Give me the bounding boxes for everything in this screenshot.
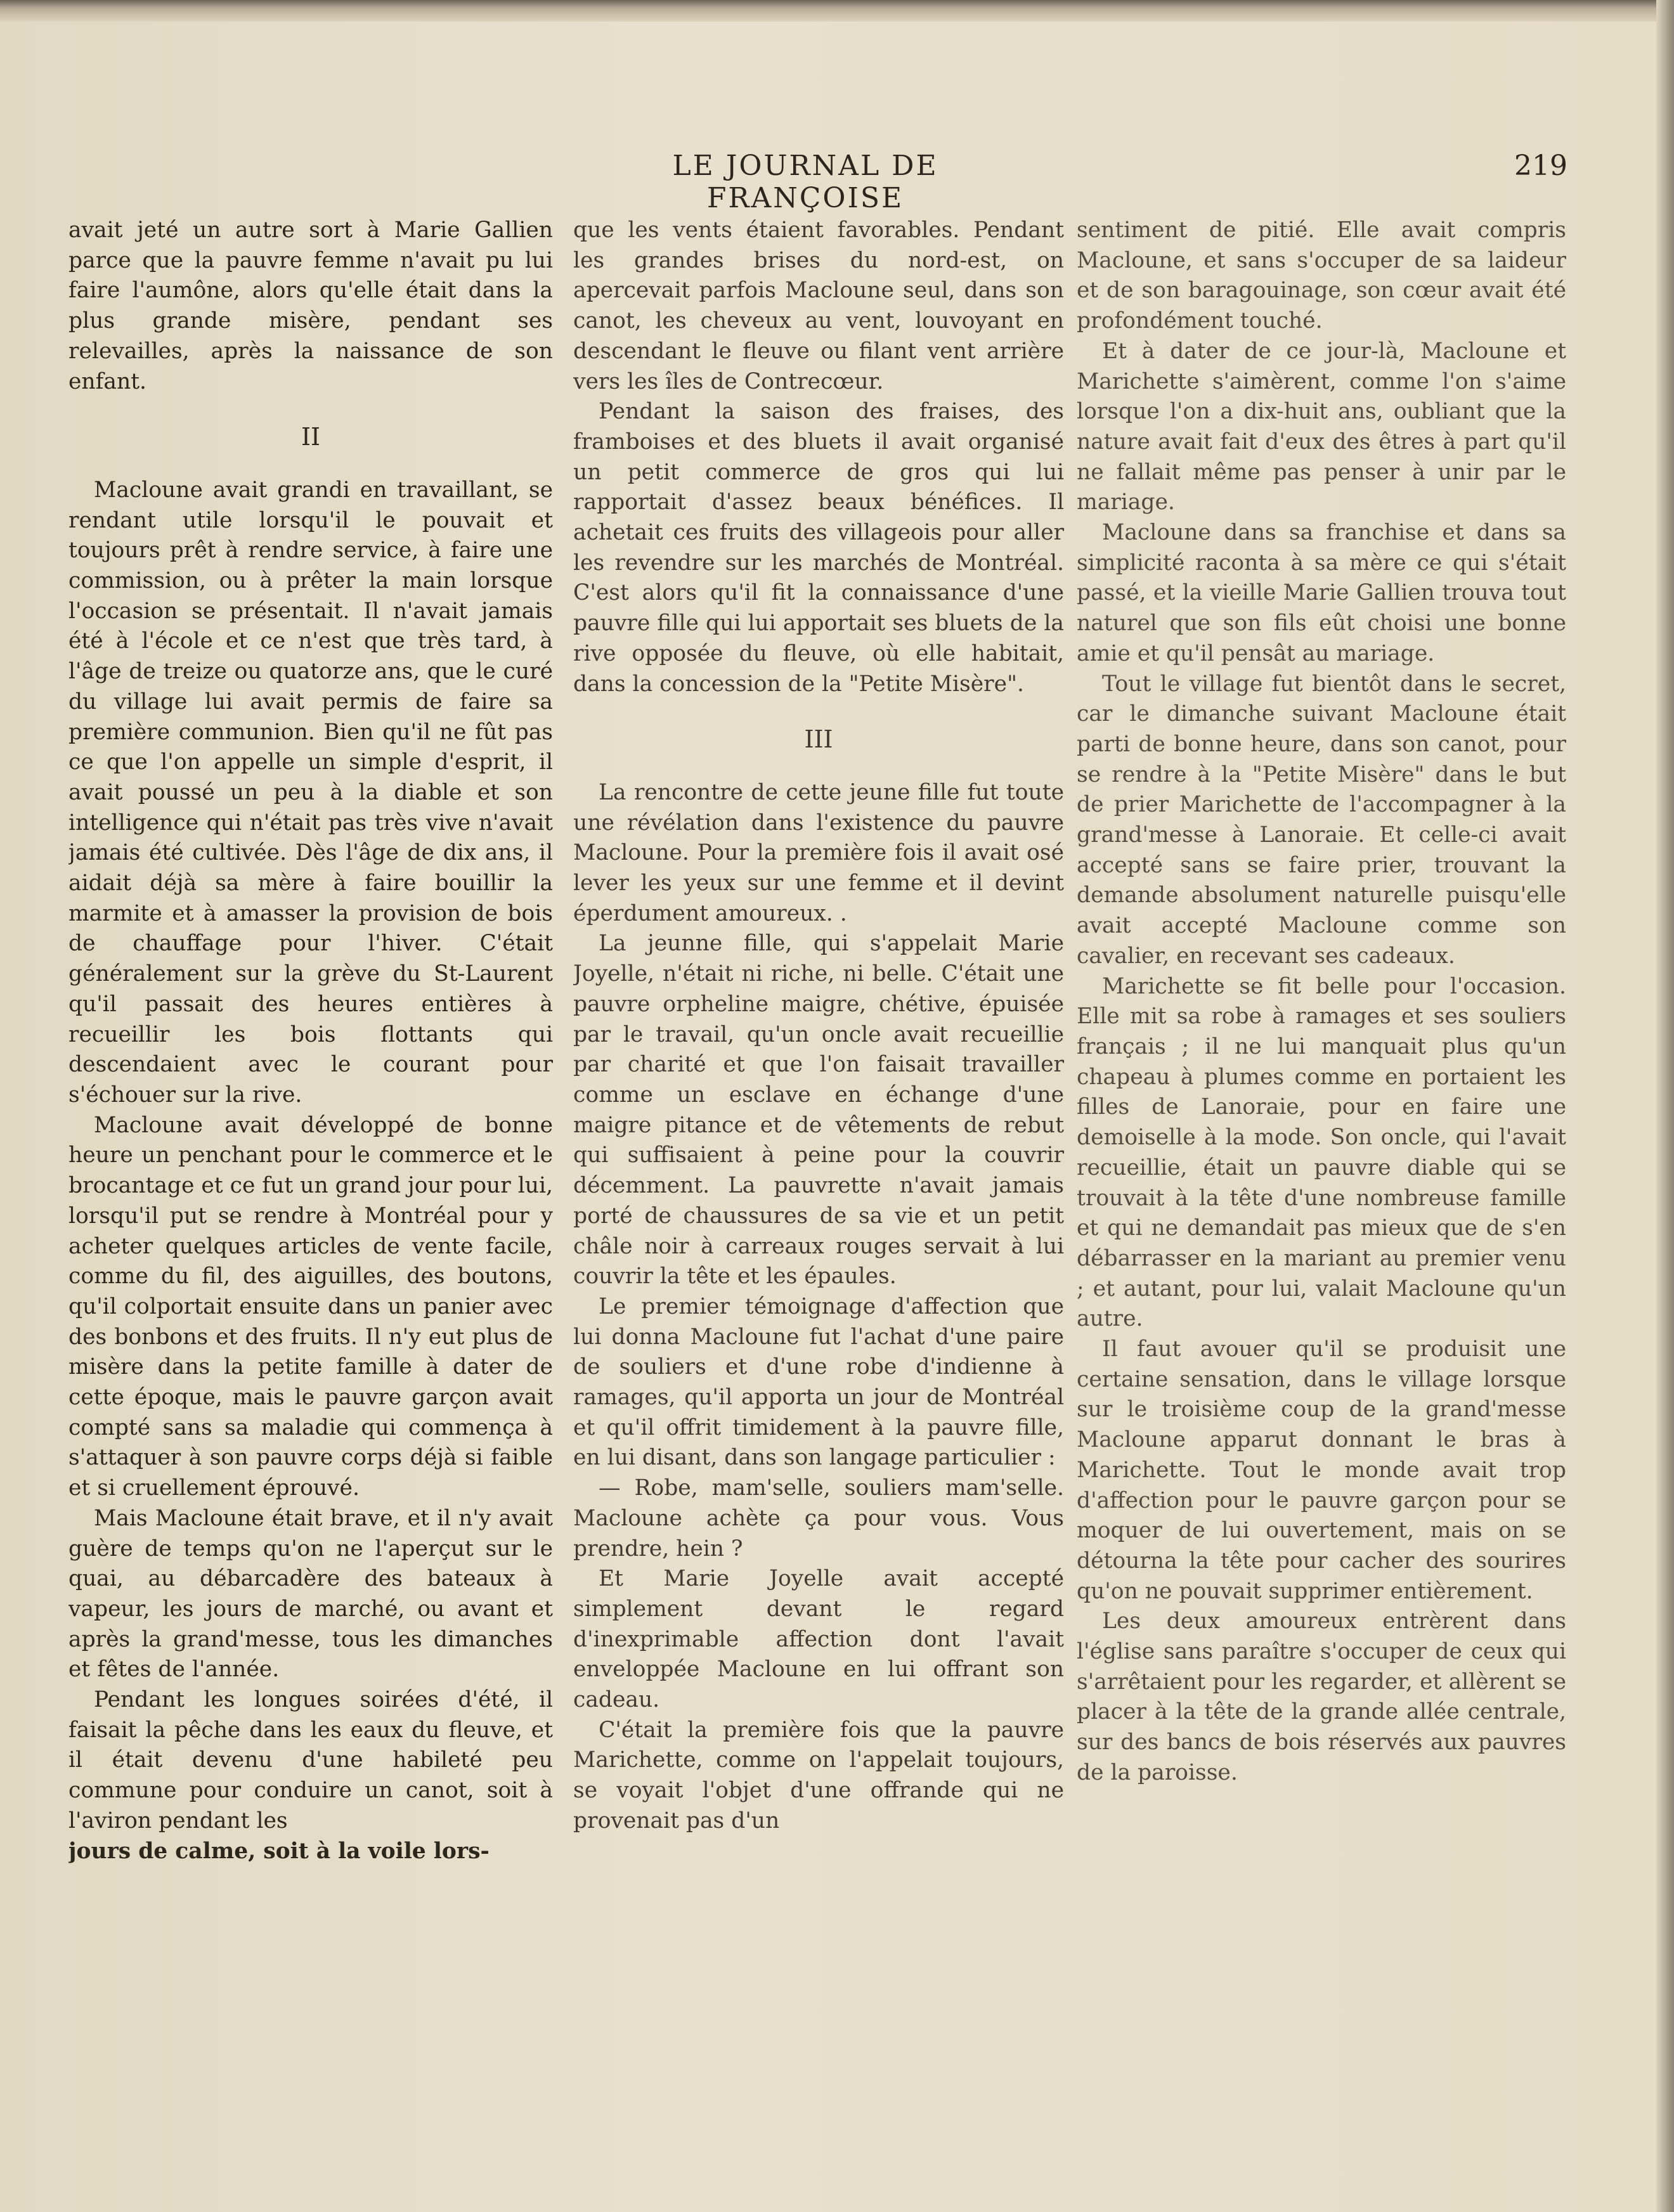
section-heading: II [301, 423, 321, 451]
paragraph: Et à dater de ce jour-là, Macloune et Marichette s'aimèrent, comme l'on s'aime lorsque l'on a dix-huit ans, oubliant que la nature avait fait d'eux des êtres à part qu'il ne fallait même pas penser à unir par le mariage. [1077, 338, 1566, 515]
paragraph: que les vents étaient favorables. Pendant les grandes brises du nord-est, on apercevait parfois Macloune seul, dans son canot, les cheveux au vent, louvoyant en descendant le fleuve ou filant vent arrière vers les îles de Contrecœur. [573, 217, 1064, 394]
column-middle [573, 216, 1064, 2105]
paragraph: Il faut avouer qu'il se produisit une certaine sensation, dans le village lorsque sur le troisième coup de la grand'messe Macloune apparut donnant le bras à Marichette. Tout le monde avait trop d'affection pour le pauvre garçon pour se moquer de lui ouvertement, mais on se détourna la tête pour cacher des sourires qu'on ne pouvait supprimer entièrement. [1077, 1336, 1566, 1604]
paragraph: Mais Macloune était brave, et il n'y avait guère de temps qu'on ne l'aperçut sur le quai, au débarcadère des bateaux à vapeur, les jours de marché, ou avant et après la grand'messe, tous les dimanches et fêtes de l'année. [68, 1505, 553, 1683]
running-header: LE JOURNAL DE FRANÇOISE [672, 150, 938, 214]
paragraph: La rencontre de cette jeune fille fut toute une révélation dans l'existence du pauvre Macloune. Pour la première fois il avait osé lever les yeux sur une femme et il devint éperdument amoureux. . [573, 779, 1064, 926]
page-top-edge [0, 0, 1674, 22]
paragraph: Macloune dans sa franchise et dans sa simplicité raconta à sa mère ce qui s'était passé, et la vieille Marie Gallien trouva tout naturel que son fils eût choisi une bonne amie et qu'il pensât au mariage. [1077, 520, 1566, 666]
paragraph: sentiment de pitié. Elle avait compris Macloune, et sans s'occuper de sa laideur et de son baragouinage, son cœur avait été profondément touché. [1077, 217, 1566, 334]
paragraph: C'était la première fois que la pauvre Marichette, comme on l'appelait toujours, se voyait l'objet d'une offrande qui ne provenait pas d'un [573, 1717, 1064, 1834]
page-number: 219 [1514, 150, 1567, 182]
paragraph: — Robe, mam'selle, souliers mam'selle. Macloune achète ça pour vous. Vous prendre, hein ? [573, 1475, 1064, 1562]
paragraph: Macloune avait grandi en travaillant, se rendant utile lorsqu'il le pouvait et toujours prêt à rendre service, à faire une commission, ou à prêter la main lorsque l'occasion se présentait. Il n'avait jamais été à l'école et ce n'est que très tard, à l'âge de treize ou quatorze ans, que le curé du village lui avait permis de faire sa première communion. Bien qu'il ne fût pas ce que l'on appelle un simple d'esprit, il avait poussé un peu à la diable et son intelligence qui n'était pas très vive n'avait jamais été cultivée. Dès l'âge de dix ans, il aidait déjà sa mère à faire bouillir la marmite et à amasser la provision de bois de chauffage pour l'hiver. C'était généralement sur la grève du St-Laurent qu'il passait des heures entières à recueillir les bois flottants qui descendaient avec le courant pour s'échouer sur la rive. [68, 477, 553, 1108]
paragraph: Pendant les longues soirées d'été, il faisait la pêche dans les eaux du fleuve, et il était devenu d'une habileté peu commune pour conduire un canot, soit à l'aviron pendant les [68, 1687, 553, 1834]
paragraph: Macloune avait développé de bonne heure un penchant pour le commerce et le brocantage et ce fut un grand jour pour lui, lorsqu'il put se rendre à Montréal pour y acheter quelques articles de vente facile, comme du fil, des aiguilles, des boutons, qu'il colportait ensuite dans un panier avec des bonbons et des fruits. Il n'y eut plus de misère dans la petite famille à dater de cette époque, mais le pauvre garçon avait compté sans sa maladie qui commença à s'attaquer à son pauvre corps déjà si faible et si cruellement éprouvé. [68, 1112, 553, 1501]
column-left [68, 216, 553, 2105]
paragraph: Les deux amoureux entrèrent dans l'église sans paraître s'occuper de ceux qui s'arrêtaient pour les regarder, et allèrent se placer à la tête de la grande allée centrale, sur des bancs de bois réservés aux pauvres de la paroisse. [1077, 1608, 1566, 1785]
paragraph: Pendant la saison des fraises, des framboises et des bluets il avait organisé un petit commerce de gros qui lui rapportait d'assez beaux bénéfices. Il achetait ces fruits des villageois pour aller les revendre sur les marchés de Montréal. C'est alors qu'il fit la connaissance d'une pauvre fille qui lui apportait ses bluets de la rive opposée du fleuve, où elle habitait, dans la concession de la "Petite Misère". [573, 399, 1064, 697]
paragraph: La jeunne fille, qui s'appelait Marie Joyelle, n'était ni riche, ni belle. C'était une pauvre orpheline maigre, chétive, épuisée par le travail, qu'un oncle avait recueillie par charité et que l'on faisait travailler comme un esclave en échange d'une maigre pitance et de vêtements de rebut qui suffisaient à peine pour la couvrir décemment. La pauvrette n'avait jamais porté de chaussures de sa vie et un petit châle noir à carreaux rouges servait à lui couvrir la tête et les épaules. [573, 931, 1064, 1290]
paragraph: Tout le village fut bientôt dans le secret, car le dimanche suivant Macloune était parti de bonne heure, dans son canot, pour se rendre à la "Petite Misère" dans le but de prier Marichette de l'accompagner à la grand'messe à Lanoraie. Et celle-ci avait accepté sans se faire prier, trouvant la demande absolument naturelle puisqu'elle avait accepté Macloune comme son cavalier, en recevant ses cadeaux. [1077, 671, 1566, 969]
paragraph: Et Marie Joyelle avait accepté simplement devant le regard d'inexprimable affection dont l'avait enveloppée Macloune en lui offrant son cadeau. [573, 1566, 1064, 1713]
paragraph-bold-line: jours de calme, soit à la voile lors- [68, 1838, 490, 1864]
page-right-edge [1656, 0, 1674, 2212]
column-right [1077, 216, 1566, 2105]
paragraph: avait jeté un autre sort à Marie Gallien parce que la pauvre femme n'avait pu lui faire l'aumône, alors qu'elle était dans la plus grande misère, pendant ses relevailles, après la naissance de son enfant. [68, 217, 553, 394]
paragraph: Le premier témoignage d'affection que lui donna Macloune fut l'achat d'une paire de souliers et d'une robe d'indienne à ramages, qu'il apporta un jour de Montréal et qu'il offrit timidement à la pauvre fille, en lui disant, dans son langage particulier : [573, 1293, 1064, 1471]
section-heading: III [804, 725, 833, 754]
paragraph: Marichette se fit belle pour l'occasion. Elle mit sa robe à ramages et ses souliers français ; il ne lui manquait plus qu'un chapeau à plumes comme en portaient les filles de Lanoraie, pour en faire une demoiselle à la mode. Son oncle, qui l'avait recueillie, était un pauvre diable qui se trouvait à la tête d'une nombreuse famille et qui ne demandait pas mieux que de s'en débarrasser en la mariant au premier venu ; et autant, pour lui, valait Macloune qu'un autre. [1077, 973, 1566, 1332]
